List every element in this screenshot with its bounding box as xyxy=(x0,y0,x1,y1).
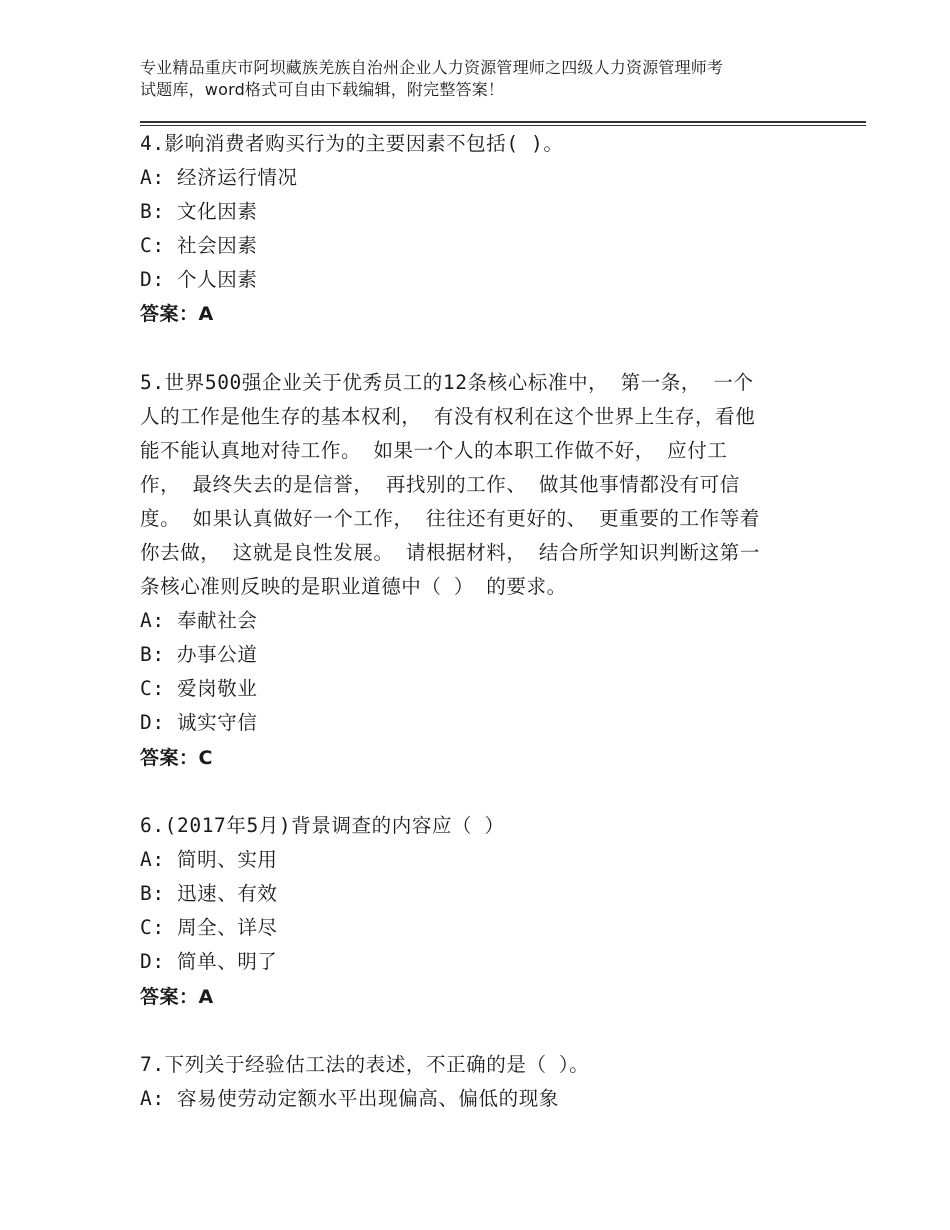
question-5-stem-line: 条核心准则反映的是职业道德中（ ） 的要求。 xyxy=(140,575,567,598)
question-7-stem: 7.下列关于经验估工法的表述，不正确的是（ ）。 xyxy=(140,1053,590,1076)
header-line-2: 试题库，word格式可自由下载编辑，附完整答案！ xyxy=(140,80,505,99)
header-rule-thick xyxy=(140,121,866,123)
question-5-stem-line: 你去做， 这就是良性发展。 请根据材料， 结合所学知识判断这第一 xyxy=(140,541,760,564)
question-6-stem: 6.(2017年5月)背景调查的内容应（ ） xyxy=(140,814,505,837)
question-5-option-c: C: 爱岗敬业 xyxy=(140,677,258,700)
question-5-option-a: A: 奉献社会 xyxy=(140,609,258,632)
question-4-stem: 4.影响消费者购买行为的主要因素不包括( )。 xyxy=(140,132,564,155)
question-4-option-c: C: 社会因素 xyxy=(140,234,258,257)
question-6-option-a: A: 简明、实用 xyxy=(140,848,278,871)
question-5-option-d: D: 诚实守信 xyxy=(140,711,258,734)
question-5-stem-line: 能不能认真地对待工作。 如果一个人的本职工作做不好， 应付工 xyxy=(140,439,728,462)
question-4-option-b: B: 文化因素 xyxy=(140,200,258,223)
question-6-answer: 答案：A xyxy=(140,986,214,1008)
question-5-stem-line: 度。 如果认真做好一个工作， 往往还有更好的、 更重要的工作等着 xyxy=(140,507,760,530)
header-rule-thin xyxy=(140,125,866,126)
question-5-answer: 答案：C xyxy=(140,747,213,769)
header-line-1: 专业精品重庆市阿坝藏族羌族自治州企业人力资源管理师之四级人力资源管理师考 xyxy=(140,58,724,77)
question-6-option-d: D: 简单、明了 xyxy=(140,950,278,973)
question-4-answer: 答案：A xyxy=(140,303,214,325)
question-5-option-b: B: 办事公道 xyxy=(140,643,258,666)
question-5-stem-line: 人的工作是他生存的基本权利， 有没有权利在这个世界上生存，看他 xyxy=(140,405,756,428)
question-6-option-b: B: 迅速、有效 xyxy=(140,882,278,905)
question-4-option-d: D: 个人因素 xyxy=(140,268,258,291)
question-5-stem-line: 5.世界500强企业关于优秀员工的12条核心标准中， 第一条， 一个 xyxy=(140,371,754,394)
question-6-option-c: C: 周全、详尽 xyxy=(140,916,278,939)
question-5-stem-line: 作， 最终失去的是信誉， 再找别的工作、 做其他事情都没有可信 xyxy=(140,473,740,496)
question-4-option-a: A: 经济运行情况 xyxy=(140,166,298,189)
document-header xyxy=(140,57,830,101)
question-7-option-a: A: 容易使劳动定额水平出现偏高、偏低的现象 xyxy=(140,1087,559,1110)
